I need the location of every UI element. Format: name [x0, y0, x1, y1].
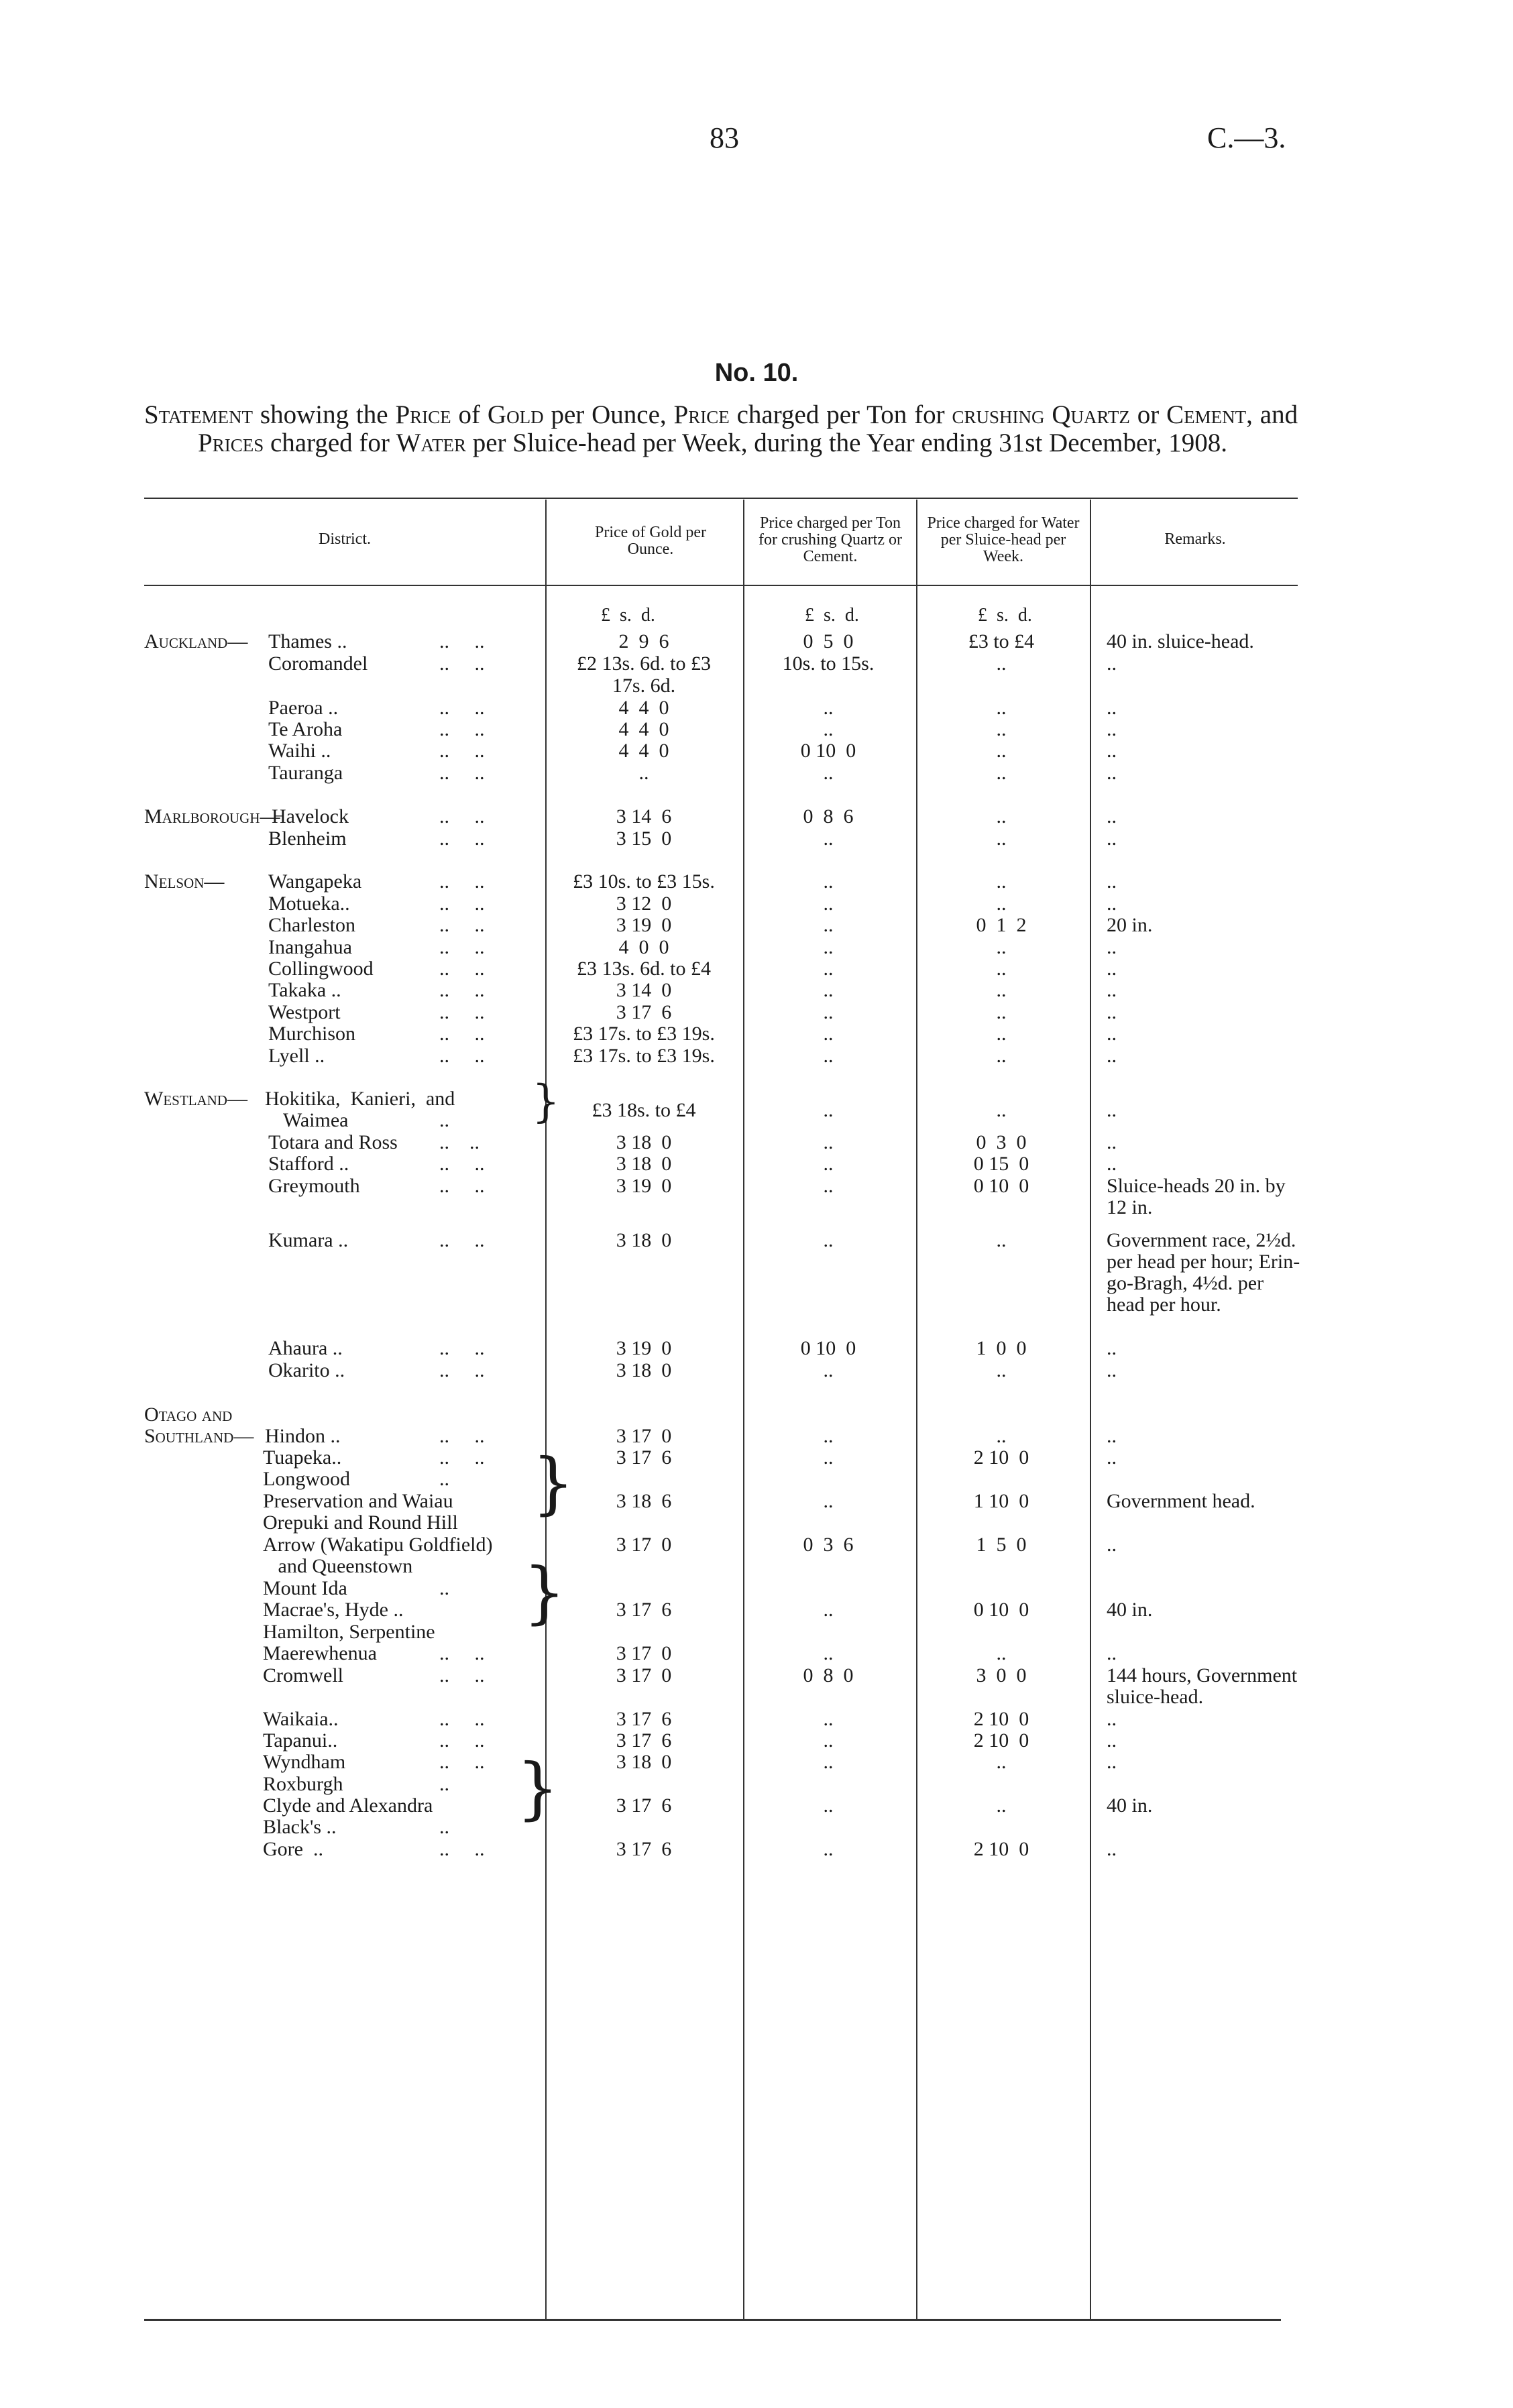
water-price: .. [996, 1099, 1007, 1121]
column-divider-4 [1090, 500, 1091, 2320]
leader-dots: .. .. [439, 740, 485, 762]
row-group-label: Marlborough— [144, 805, 280, 827]
remarks: .. [1107, 1708, 1117, 1730]
header-bottom-rule [144, 585, 1298, 586]
district-name: Ahaura .. [268, 1337, 343, 1359]
water-price: .. [996, 1023, 1007, 1045]
leader-dots: .. [439, 1816, 449, 1838]
crushing-price: 0 3 6 [803, 1534, 854, 1556]
remarks: .. [1107, 1425, 1117, 1447]
district-name: Kumara .. [268, 1229, 349, 1251]
district-name: Tuapeka.. [263, 1446, 342, 1469]
district-name: Hamilton, Serpentine [263, 1621, 435, 1643]
brace-preservation: } [532, 1444, 575, 1522]
leader-dots: .. .. [439, 718, 485, 740]
crushing-price: .. [823, 718, 834, 740]
remarks: .. [1107, 762, 1117, 784]
remarks: .. [1107, 1446, 1117, 1469]
water-price: .. [996, 1794, 1007, 1817]
gold-price: £3 17s. to £3 19s. [573, 1023, 715, 1045]
remarks: .. [1107, 1359, 1117, 1381]
gold-price: 3 17 0 [616, 1642, 672, 1664]
district-name: Takaka .. [268, 979, 341, 1001]
gold-price: 3 19 0 [616, 914, 672, 936]
remarks: .. [1107, 718, 1117, 740]
district-name: Hindon .. [265, 1425, 341, 1447]
district-name: Coromandel [268, 652, 368, 675]
leader-dots: .. .. [439, 1175, 485, 1197]
district-name: Paeroa .. [268, 697, 339, 719]
district-name: Lyell .. [268, 1045, 325, 1067]
water-price: .. [996, 1425, 1007, 1447]
gold-price: 3 19 0 [616, 1337, 672, 1359]
leader-dots: .. .. [439, 1729, 485, 1752]
district-name: Okarito .. [268, 1359, 345, 1381]
crushing-price: .. [823, 1229, 834, 1251]
gold-price: 3 17 6 [616, 1599, 672, 1621]
brace-waimea: } [532, 1076, 560, 1127]
district-name: Collingwood [268, 958, 374, 980]
remarks: .. [1107, 740, 1117, 762]
crushing-price: 0 8 0 [803, 1664, 854, 1686]
leader-dots: .. [439, 1773, 449, 1795]
district-name: Wyndham [263, 1751, 346, 1773]
district-name: Preservation and Waiau [263, 1490, 453, 1512]
leader-dots: .. .. [439, 958, 485, 980]
table-bottom-rule [144, 2319, 1281, 2321]
remarks: .. [1107, 1131, 1117, 1153]
leader-dots: .. .. [439, 1838, 485, 1860]
remarks: .. [1107, 1153, 1117, 1175]
leader-dots: .. .. [439, 1751, 485, 1773]
remarks: .. [1107, 870, 1117, 893]
remarks: .. [1107, 936, 1117, 958]
water-price: 2 10 0 [973, 1729, 1029, 1752]
water-price: .. [996, 652, 1007, 675]
leader-dots: .. .. [439, 652, 485, 675]
crushing-price: .. [823, 1131, 834, 1153]
crushing-price: .. [823, 1838, 834, 1860]
crushing-price: .. [823, 1001, 834, 1023]
water-price: .. [996, 718, 1007, 740]
gold-price: £3 10s. to £3 15s. [573, 870, 715, 893]
crushing-price: .. [823, 1425, 834, 1447]
water-price: .. [996, 979, 1007, 1001]
water-price: 0 15 0 [973, 1153, 1029, 1175]
crushing-price: .. [823, 1099, 834, 1121]
remarks: .. [1107, 1001, 1117, 1023]
water-price: 3 0 0 [976, 1664, 1027, 1686]
district-name: Greymouth [268, 1175, 360, 1197]
crushing-price: .. [823, 1708, 834, 1730]
crushing-price: .. [823, 1729, 834, 1752]
leader-dots: .. .. [439, 1664, 485, 1686]
water-price: .. [996, 1751, 1007, 1773]
water-price: .. [996, 762, 1007, 784]
crushing-price: .. [823, 1446, 834, 1469]
leader-dots: .. .. [439, 979, 485, 1001]
water-price: .. [996, 958, 1007, 980]
crushing-price: 0 8 6 [803, 805, 854, 827]
remarks: .. [1107, 1023, 1117, 1045]
crushing-price: 0 5 0 [803, 630, 854, 652]
column-header-gold: Price of Gold per Ounce. [595, 524, 706, 558]
gold-price: 3 19 0 [616, 1175, 672, 1197]
gold-price: 3 18 0 [616, 1131, 672, 1153]
water-price: .. [996, 1229, 1007, 1251]
district-name: Waimea [268, 1109, 349, 1131]
water-price: .. [996, 1359, 1007, 1381]
district-name: Te Aroha [268, 718, 343, 740]
water-price: 1 10 0 [973, 1490, 1029, 1512]
leader-dots: .. .. [439, 1642, 485, 1664]
units-water: £ s. d. [978, 605, 1032, 626]
remarks: .. [1107, 1838, 1117, 1860]
district-name: Blenheim [268, 827, 347, 850]
gold-price: 3 18 6 [616, 1490, 672, 1512]
water-price: 1 0 0 [976, 1337, 1027, 1359]
district-name: Orepuki and Round Hill [263, 1511, 458, 1534]
remarks: .. [1107, 1534, 1117, 1556]
district-name: and Queenstown [263, 1555, 413, 1577]
row-group-label: Otago and [144, 1403, 233, 1426]
leader-dots: .. .. [439, 1446, 485, 1469]
gold-price: 3 18 0 [616, 1359, 672, 1381]
remarks: .. [1107, 1337, 1117, 1359]
remarks: 40 in. sluice-head. [1107, 630, 1254, 652]
crushing-price: .. [823, 762, 834, 784]
district-name: Mount Ida [263, 1577, 347, 1599]
remarks: .. [1107, 958, 1117, 980]
remarks: 40 in. [1107, 1794, 1153, 1817]
gold-price: 3 17 6 [616, 1838, 672, 1860]
units-gold: £ s. d. [601, 605, 655, 626]
water-price: 0 3 0 [976, 1131, 1027, 1153]
column-header-crushing: Price charged per Ton for crushing Quartz or Cement. [759, 514, 902, 565]
remarks: Sluice-heads 20 in. by 12 in. [1107, 1175, 1286, 1218]
remarks: .. [1107, 1099, 1117, 1121]
remarks: .. [1107, 1045, 1117, 1067]
crushing-price: .. [823, 1794, 834, 1817]
crushing-price: .. [823, 914, 834, 936]
leader-dots: .. .. [439, 1708, 485, 1730]
district-name: Charleston [268, 914, 355, 936]
water-price: .. [996, 805, 1007, 827]
water-price: £3 to £4 [968, 630, 1035, 652]
water-price: .. [996, 1642, 1007, 1664]
page-number: 83 [710, 121, 739, 154]
crushing-price: .. [823, 979, 834, 1001]
row-group-label: Nelson— [144, 870, 225, 893]
crushing-price: .. [823, 697, 834, 719]
water-price: 1 5 0 [976, 1534, 1027, 1556]
gold-price: £2 13s. 6d. to £3 [576, 652, 711, 675]
remarks: 20 in. [1107, 914, 1153, 936]
water-price: .. [996, 1045, 1007, 1067]
remarks: 40 in. [1107, 1599, 1153, 1621]
district-name: Inangahua [268, 936, 352, 958]
remarks: .. [1107, 827, 1117, 850]
units-crushing: £ s. d. [805, 605, 859, 626]
leader-dots: .. .. [439, 914, 485, 936]
crushing-price: .. [823, 1642, 834, 1664]
gold-price: 3 12 0 [616, 893, 672, 915]
leader-dots: .. .. [439, 936, 485, 958]
remarks: .. [1107, 1751, 1117, 1773]
crushing-price: .. [823, 870, 834, 893]
leader-dots: .. .. [439, 1023, 485, 1045]
district-name: Roxburgh [263, 1773, 343, 1795]
table-top-rule [144, 498, 1298, 499]
gold-price: 4 4 0 [618, 740, 669, 762]
crushing-price: .. [823, 1751, 834, 1773]
remarks: Government head. [1107, 1490, 1255, 1512]
gold-price: £3 18s. to £4 [592, 1099, 696, 1121]
leader-dots: .. .. [439, 762, 485, 784]
gold-price: 2 9 6 [618, 630, 669, 652]
crushing-price: .. [823, 1359, 834, 1381]
district-name: Cromwell [263, 1664, 343, 1686]
gold-price: £3 17s. to £3 19s. [573, 1045, 715, 1067]
water-price: .. [996, 697, 1007, 719]
gold-price: 3 17 6 [616, 1729, 672, 1752]
water-price: .. [996, 936, 1007, 958]
crushing-price: 0 10 0 [800, 1337, 856, 1359]
row-group-label: Auckland— [144, 630, 248, 652]
leader-dots: .. .. [439, 870, 485, 893]
water-price: 2 10 0 [973, 1446, 1029, 1469]
gold-price: 3 17 0 [616, 1664, 672, 1686]
leader-dots: .. [439, 1109, 449, 1131]
gold-price: 3 18 0 [616, 1153, 672, 1175]
water-price: 2 10 0 [973, 1708, 1029, 1730]
district-name: Wangapeka [268, 870, 362, 893]
row-group-label: Westland— [144, 1088, 247, 1110]
gold-price: 3 14 6 [616, 805, 672, 827]
water-price: .. [996, 740, 1007, 762]
district-name: Arrow (Wakatipu Goldfield) [263, 1534, 493, 1556]
leader-dots: .. .. [439, 1359, 485, 1381]
district-name: Hokitika, Kanieri, and [265, 1088, 455, 1110]
district-name: Thames .. [268, 630, 347, 652]
district-name: Murchison [268, 1023, 355, 1045]
district-name: Havelock [272, 805, 349, 827]
water-price: 2 10 0 [973, 1838, 1029, 1860]
gold-price: 4 4 0 [618, 697, 669, 719]
remarks: .. [1107, 697, 1117, 719]
leader-dots: .. .. [439, 1045, 485, 1067]
remarks: .. [1107, 979, 1117, 1001]
leader-dots: .. [439, 1468, 449, 1490]
gold-price: 3 18 0 [616, 1229, 672, 1251]
crushing-price: 10s. to 15s. [782, 652, 875, 675]
district-name: Maerewhenua [263, 1642, 377, 1664]
district-name: Longwood [263, 1468, 350, 1490]
gold-price: 3 17 6 [616, 1794, 672, 1817]
gold-price: 3 18 0 [616, 1751, 672, 1773]
gold-price: 3 15 0 [616, 827, 672, 850]
district-name: Totara and Ross [268, 1131, 398, 1153]
gold-price: 3 17 6 [616, 1446, 672, 1469]
gold-price: 3 17 6 [616, 1708, 672, 1730]
gold-price: 4 4 0 [618, 718, 669, 740]
gold-price: 3 17 0 [616, 1425, 672, 1447]
water-price: 0 10 0 [973, 1175, 1029, 1197]
leader-dots: .. .. [439, 1229, 485, 1251]
crushing-price: .. [823, 936, 834, 958]
brace-clyde: } [516, 1749, 559, 1827]
crushing-price: .. [823, 1153, 834, 1175]
table-number: No. 10. [714, 359, 799, 387]
column-header-water: Price charged for Water per Sluice-head per Week. [927, 514, 1080, 565]
remarks: .. [1107, 652, 1117, 675]
district-name: Waikaia.. [263, 1708, 339, 1730]
gold-price: £3 13s. 6d. to £4 [576, 958, 711, 980]
leader-dots: .. .. [439, 1131, 480, 1153]
water-price: .. [996, 827, 1007, 850]
remarks: 144 hours, Government sluice-head. [1107, 1664, 1298, 1708]
district-name: Tapanui.. [263, 1729, 338, 1752]
crushing-price: .. [823, 958, 834, 980]
crushing-price: .. [823, 1045, 834, 1067]
column-header-remarks: Remarks. [1164, 530, 1226, 548]
district-name: Macrae's, Hyde .. [263, 1599, 404, 1621]
water-price: .. [996, 1001, 1007, 1023]
water-price: .. [996, 893, 1007, 915]
row-group-label: Southland— [144, 1425, 254, 1447]
leader-dots: .. .. [439, 1337, 485, 1359]
crushing-price: .. [823, 1490, 834, 1512]
district-name: Stafford .. [268, 1153, 349, 1175]
document-reference: C.—3. [1207, 121, 1286, 154]
gold-price: .. [638, 762, 649, 784]
gold-price: 3 17 6 [616, 1001, 672, 1023]
leader-dots: .. .. [439, 827, 485, 850]
remarks: .. [1107, 1729, 1117, 1752]
district-name: Westport [268, 1001, 341, 1023]
crushing-price: .. [823, 893, 834, 915]
crushing-price: .. [823, 1599, 834, 1621]
remarks: .. [1107, 893, 1117, 915]
crushing-price: .. [823, 1023, 834, 1045]
brace-macraes: } [523, 1553, 566, 1631]
leader-dots: .. .. [439, 1153, 485, 1175]
district-name: Black's .. [263, 1816, 337, 1838]
remarks: Government race, 2½d. per head per hour; Erin-go-Bragh, 4½d. per head per hour. [1107, 1229, 1300, 1316]
leader-dots: .. .. [439, 893, 485, 915]
leader-dots: .. .. [439, 1001, 485, 1023]
table-caption: Statement showing the Price of Gold per Ounce, Price charged per Ton for crushing Quartz or Cement, and Prices charged for Water per Sluice-head per Week, during the Year ending 31st December, 1908. [144, 400, 1298, 457]
remarks: .. [1107, 1642, 1117, 1664]
water-price: 0 10 0 [973, 1599, 1029, 1621]
district-name: Waihi .. [268, 740, 331, 762]
crushing-price: 0 10 0 [800, 740, 856, 762]
gold-price: 3 14 0 [616, 979, 672, 1001]
column-header-district: District. [319, 530, 371, 548]
district-name: Gore .. [263, 1838, 323, 1860]
leader-dots: .. .. [439, 697, 485, 719]
gold-price: 3 17 0 [616, 1534, 672, 1556]
water-price: 0 1 2 [976, 914, 1027, 936]
leader-dots: .. .. [439, 1425, 485, 1447]
leader-dots: .. .. [439, 805, 485, 827]
leader-dots: .. .. [439, 630, 485, 652]
water-price: .. [996, 870, 1007, 893]
district-name: Tauranga [268, 762, 343, 784]
gold-price: 4 0 0 [618, 936, 669, 958]
remarks: .. [1107, 805, 1117, 827]
crushing-price: .. [823, 827, 834, 850]
leader-dots: .. [439, 1577, 449, 1599]
district-name: Motueka.. [268, 893, 350, 915]
district-name: Clyde and Alexandra [263, 1794, 433, 1817]
crushing-price: .. [823, 1175, 834, 1197]
gold-price: 17s. 6d. [612, 675, 676, 697]
